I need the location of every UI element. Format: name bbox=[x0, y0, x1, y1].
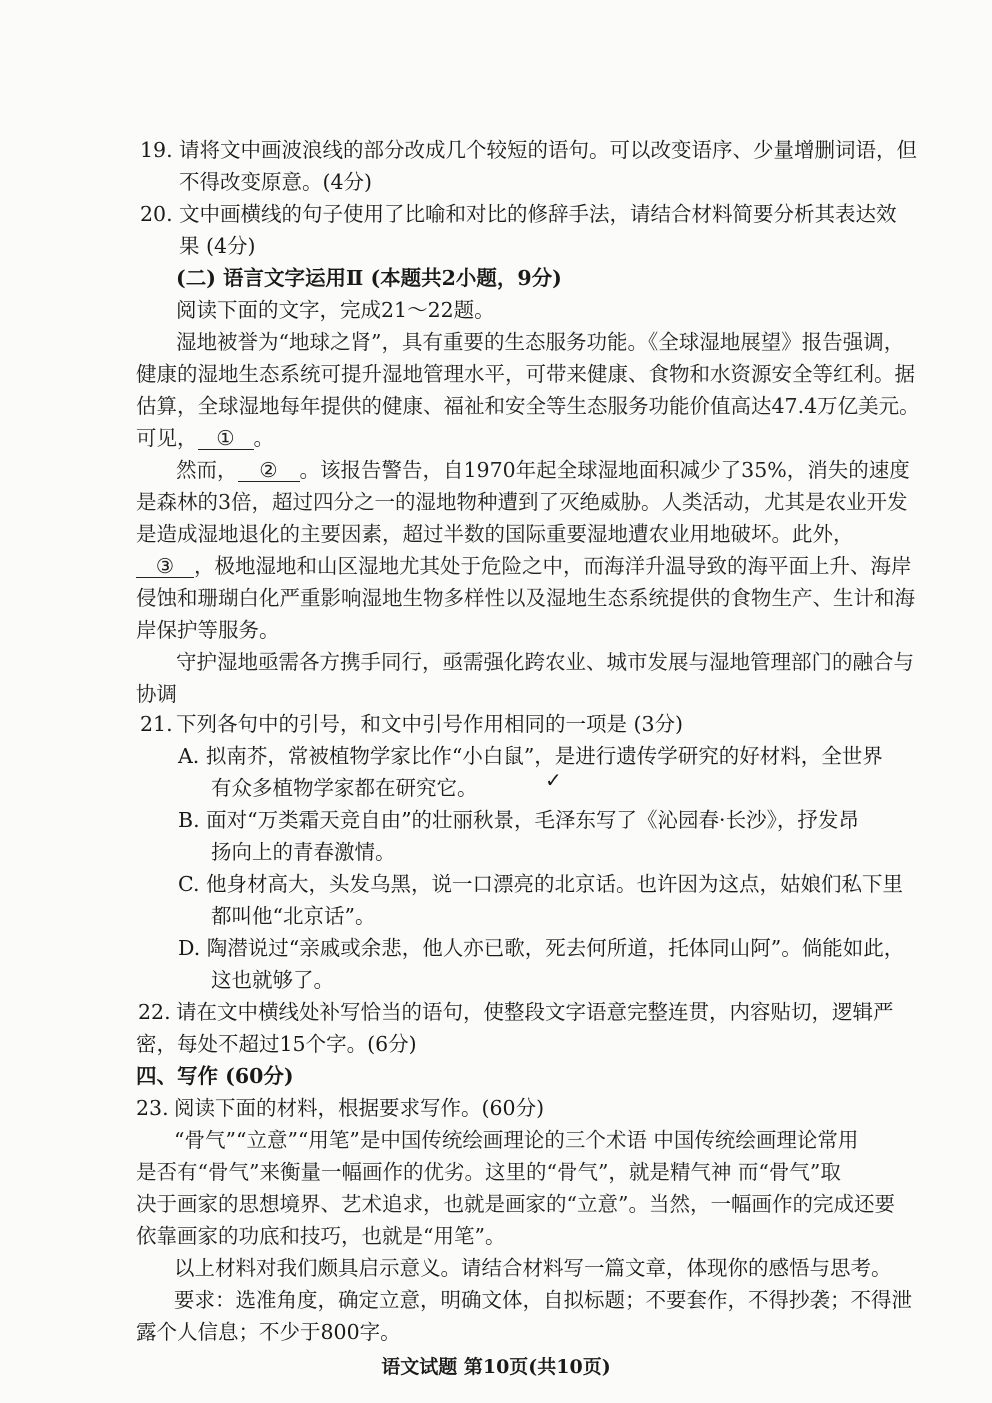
q23-number: 23. bbox=[136, 1096, 169, 1120]
q20-number: 20. bbox=[140, 202, 173, 226]
q23-material-line-4: 依靠画家的功底和技巧，也就是“用笔”。 bbox=[136, 1224, 506, 1248]
q22-number: 22. bbox=[138, 1000, 171, 1024]
q21-option-c-line-1: C. 他身材高大，头发乌黑，说一口漂亮的北京话。也许因为这点，姑娘们私下里 bbox=[178, 872, 903, 896]
q21-option-a-line-1: A. 拟南芥，常被植物学家比作“小白鼠”，是进行遗传学研究的好材料，全世界 bbox=[178, 744, 883, 768]
q23-material-line-1: “骨气”“立意”“用笔”是中国传统绘画理论的三个术语 中国传统绘画理论常用 bbox=[174, 1128, 859, 1152]
q21-option-d-line-1: D. 陶潜说过“亲戚或余悲，他人亦已歌，死去何所道，托体同山阿”。倘能如此， bbox=[178, 936, 905, 960]
passage-p1-line-2: 健康的湿地生态系统可提升湿地管理水平，可带来健康、食物和水资源安全等红利。据 bbox=[136, 362, 915, 386]
q20-line-2: 果 (4分) bbox=[179, 234, 256, 258]
q21-option-b-line-2: 扬向上的青春激情。 bbox=[211, 840, 396, 864]
blank-2: ② bbox=[238, 460, 300, 482]
q21-option-b-line-1: B. 面对“万类霜天竞自由”的壮丽秋景，毛泽东写了《沁园春·长沙》，抒发昂 bbox=[178, 808, 859, 832]
q19-line-2: 不得改变原意。(4分) bbox=[179, 170, 373, 194]
page-footer: 语文试题 第10页(共10页) bbox=[381, 1356, 611, 1378]
check-mark-icon: ✓ bbox=[545, 768, 562, 792]
passage-p3-line-2: 协调 bbox=[136, 682, 177, 706]
section-2-instruction: 阅读下面的文字，完成21～22题。 bbox=[176, 298, 495, 322]
passage-p2-line-6: 岸保护等服务。 bbox=[136, 618, 280, 642]
q20-line-1: 文中画横线的句子使用了比喻和对比的修辞手法，请结合材料简要分析其表达效 bbox=[179, 202, 897, 226]
passage-p2-line-3: 是造成湿地退化的主要因素，超过半数的国际重要湿地遭农业用地破坏。此外， bbox=[136, 522, 854, 546]
passage-p1-line-3: 估算，全球湿地每年提供的健康、福祉和安全等生态服务功能价值高达47.4万亿美元。 bbox=[136, 394, 920, 418]
passage-p2-line-1: 然而， ② 。该报告警告，自1970年起全球湿地面积减少了35%，消失的速度 bbox=[176, 458, 910, 482]
q23-material-line-2: 是否有“骨气”来衡量一幅画作的优劣。这里的“骨气”，就是精气神 而“骨气”取 bbox=[136, 1160, 841, 1184]
blank-1: ① bbox=[198, 428, 254, 450]
q19-line-1: 请将文中画波浪线的部分改成几个较短的语句。可以改变语序、少量增删词语，但 bbox=[179, 138, 917, 162]
q23-stem: 阅读下面的材料，根据要求写作。(60分) bbox=[174, 1096, 545, 1120]
q23-material-line-3: 决于画家的思想境界、艺术追求，也就是画家的“立意”。当然，一幅画作的完成还要 bbox=[136, 1192, 895, 1216]
q21-number: 21. bbox=[140, 712, 173, 736]
q21-option-a-line-2: 有众多植物学家都在研究它。 bbox=[211, 776, 478, 800]
passage-p2-line-5: 侵蚀和珊瑚白化严重影响湿地生物多样性以及湿地生态系统提供的食物生产、生计和海 bbox=[136, 586, 915, 610]
passage-p1-line-1: 湿地被誉为“地球之肾”，具有重要的生态服务功能。《全球湿地展望》报告强调， bbox=[176, 330, 905, 354]
q19-number: 19. bbox=[140, 138, 173, 162]
q22-line-1: 请在文中横线处补写恰当的语句，使整段文字语意完整连贯，内容贴切，逻辑严 bbox=[176, 1000, 894, 1024]
passage-p2-line-2: 是森林的3倍，超过四分之一的湿地物种遭到了灭绝威胁。人类活动，尤其是农业开发 bbox=[136, 490, 908, 514]
q21-option-c-line-2: 都叫他“北京话”。 bbox=[211, 904, 376, 928]
q23-requirement-line-1: 以上材料对我们颇具启示意义。请结合材料写一篇文章，体现你的感悟与思考。 bbox=[174, 1256, 892, 1280]
section-4-heading: 四、写作 (60分) bbox=[136, 1064, 294, 1088]
q21-option-d-line-2: 这也就够了。 bbox=[211, 968, 334, 992]
q22-line-2: 密，每处不超过15个字。(6分) bbox=[136, 1032, 417, 1056]
q23-requirement-line-3: 露个人信息；不少于800字。 bbox=[136, 1320, 401, 1344]
passage-p3-line-1: 守护湿地亟需各方携手同行，亟需强化跨农业、城市发展与湿地管理部门的融合与 bbox=[176, 650, 914, 674]
passage-p2-line-4: ③ ，极地湿地和山区湿地尤其处于危险之中，而海洋升温导致的海平面上升、海岸 bbox=[136, 556, 912, 578]
q21-stem: 下列各句中的引号，和文中引号作用相同的一项是 (3分) bbox=[176, 712, 684, 736]
q23-requirement-line-2: 要求：选准角度，确定立意，明确文体，自拟标题；不要套作，不得抄袭；不得泄 bbox=[174, 1288, 912, 1312]
passage-p1-line-4: 可见， ① 。 bbox=[136, 426, 274, 450]
blank-3: ③ bbox=[136, 556, 194, 578]
section-2-heading: (二) 语言文字运用Ⅱ (本题共2小题，9分) bbox=[176, 266, 562, 290]
